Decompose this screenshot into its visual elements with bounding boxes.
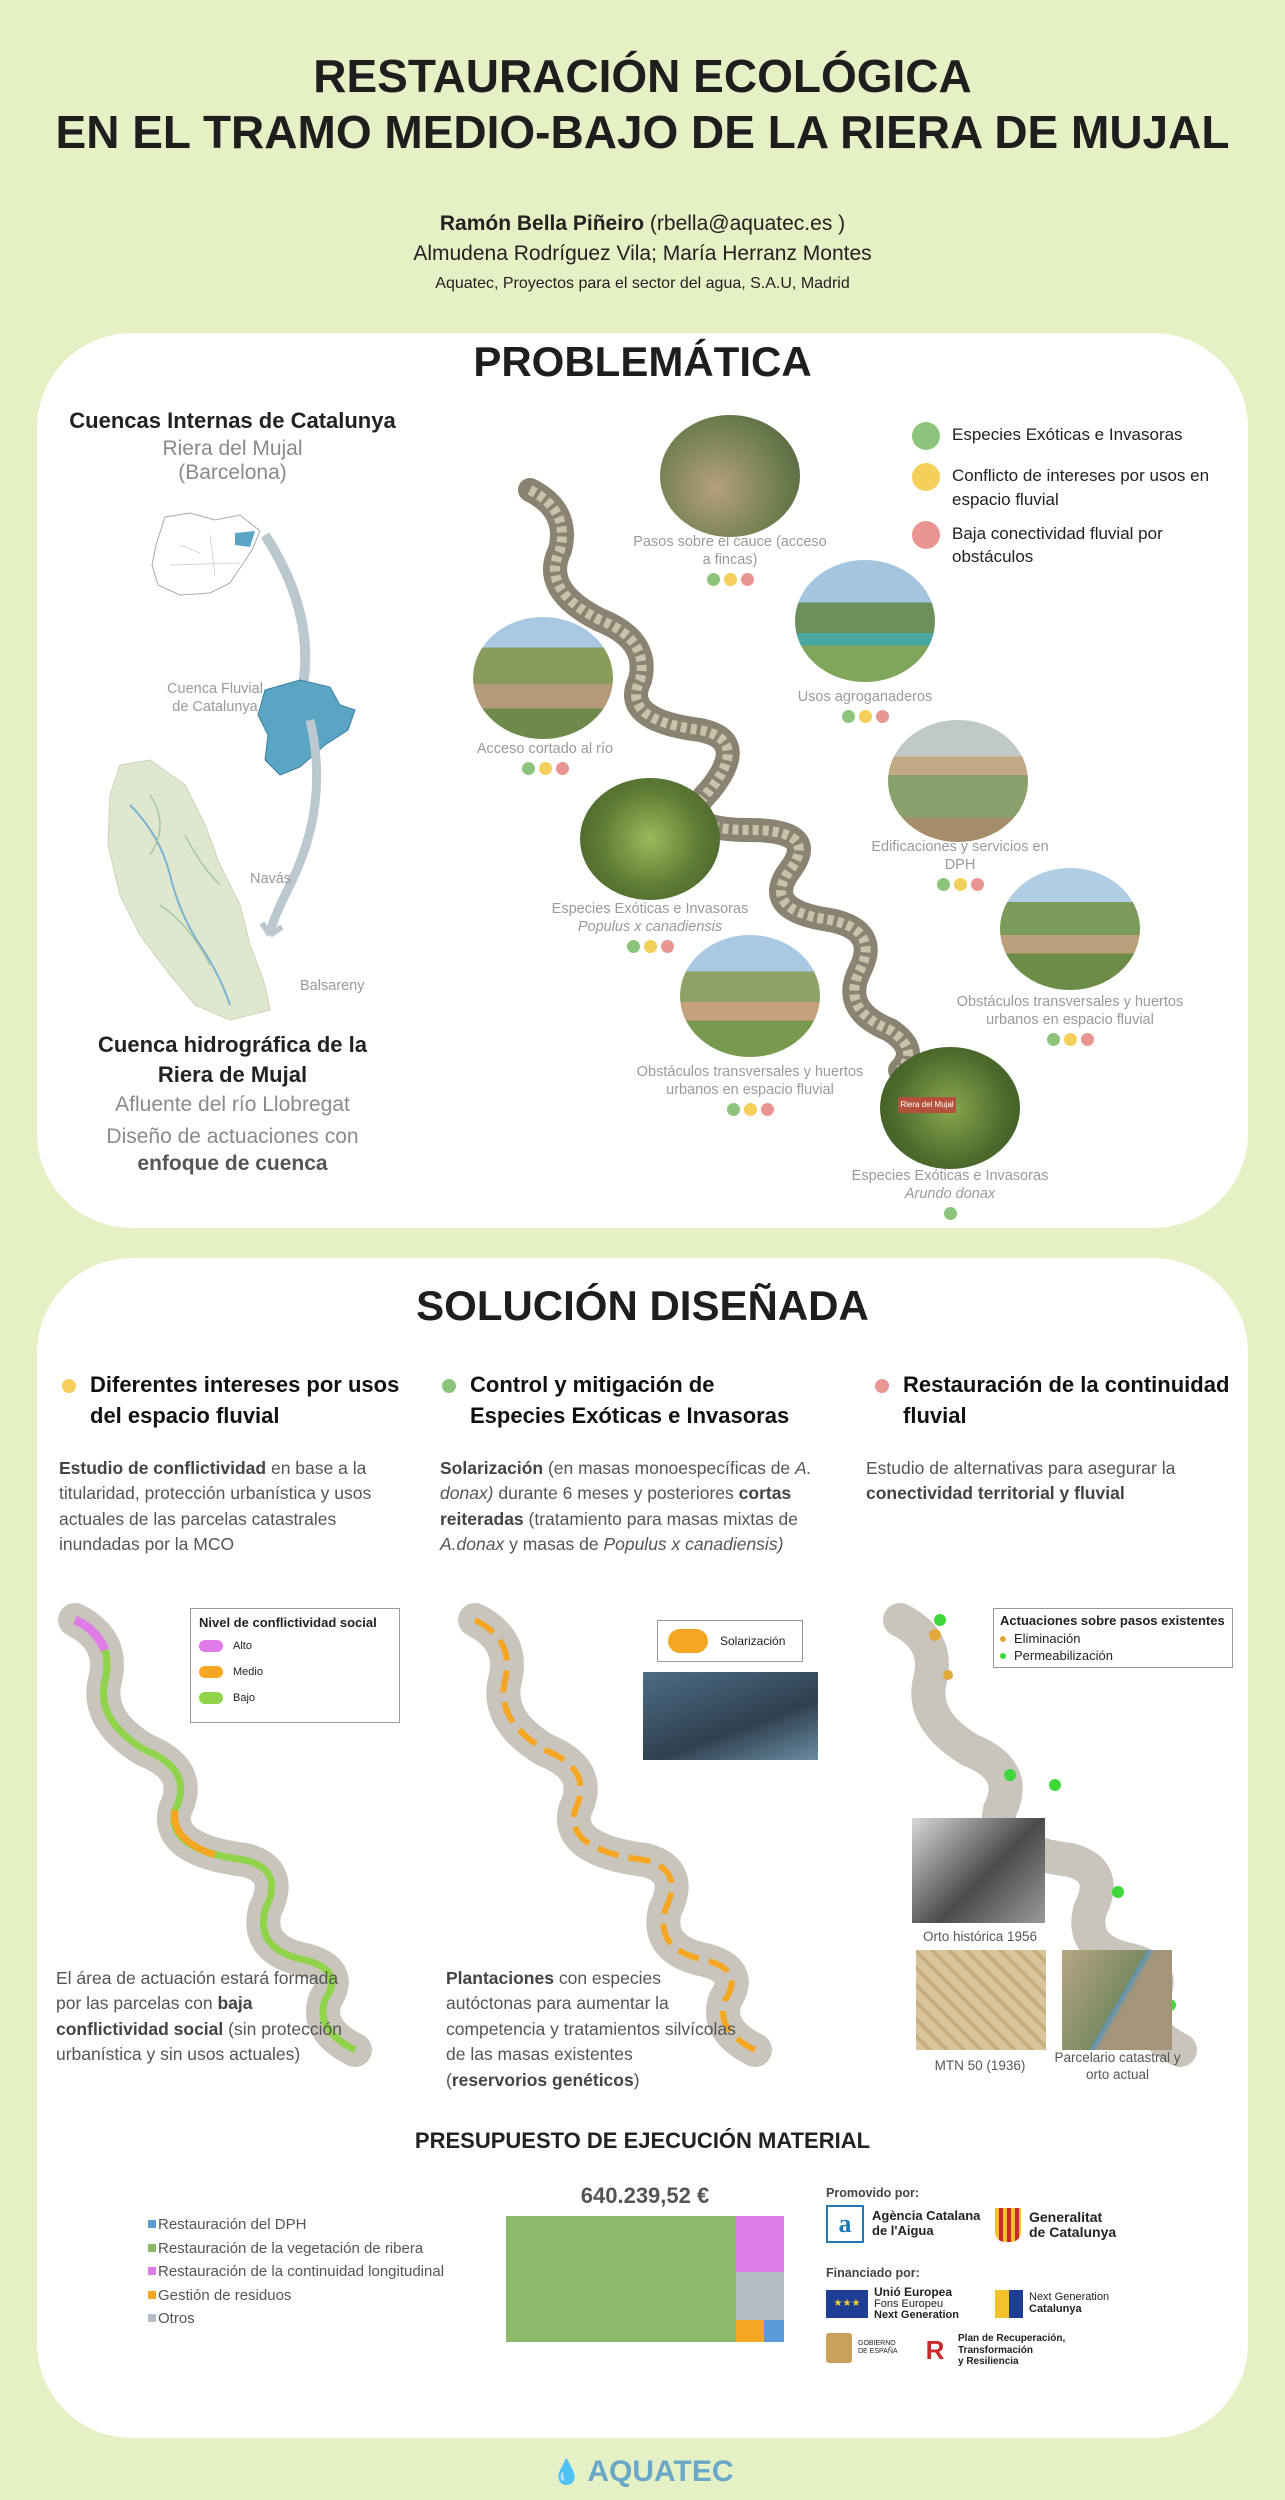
permeabilization-point [1112,1886,1124,1898]
aquatec-logo: AQUATEC [587,2455,734,2488]
col1-text: Estudio de conflictividad en base a la titularidad, protección urbanística y usos actuales de las parcelas catastrales inundadas por la MCO [59,1458,372,1555]
next-generation-catalunya-logo: Next Generation Catalunya [995,2290,1109,2318]
affiliation: Aquatec, Proyectos para el sector del agua, S.A.U, Madrid [435,275,850,292]
photo-buildings [888,720,1028,842]
legend-residuos: Gestión de residuos [148,2284,488,2308]
photo-obstacles-left-caption: Obstáculos transversales y huertos urbanos en espacio fluvial [630,1063,870,1116]
map-label-navas: Navás [250,871,292,887]
generalitat-logo: Generalitat de Catalunya [995,2208,1116,2242]
permeabilization-point [934,1614,946,1626]
photo-arundo [880,1047,1020,1169]
col3-header: Restauración de la continuidad fluvial [875,1370,1235,1432]
main-author: Ramón Bella Piñeiro [439,212,645,235]
photo-arundo-caption: Especies Exóticas e Invasoras Arundo donax [840,1167,1060,1220]
photo-populus [580,778,720,900]
photo-populus-caption: Especies Exóticas e Invasoras Populus x canadiensis [540,900,760,953]
col2-bottom-text: Plantaciones con especies autóctonas para aumentar la competencia y tratamientos silvícolas de las masas existentes (reservorios genéticos) [446,1968,736,2090]
treemap-continuidad [736,2216,784,2272]
permeabilization-point [1004,1769,1016,1781]
catalonia-map [258,680,355,775]
problem-legend [912,423,1222,579]
map-label-balsareny: Balsareny [300,978,365,994]
col2-dot [442,1379,456,1393]
elimination-point [943,1670,953,1680]
col1-map-legend: Nivel de conflictividad social Alto Medio Bajo [190,1608,400,1723]
legend-dph: Restauración del DPH [148,2213,488,2237]
mtn50-map [916,1950,1046,2050]
spain-map [152,513,260,595]
historic-ortho-photo [912,1818,1045,1923]
basin-sub1: Riera del Mujal [162,437,303,460]
photo-agro-caption: Usos agroganaderos [770,688,960,723]
promoted-by-label: Promovido por: [826,2186,920,2200]
caption-mtn50: MTN 50 (1936) [934,2058,1026,2073]
permeabilization-point [1049,1779,1061,1791]
hydro-block [70,1030,395,1176]
main-author-email: (rbella@aquatec.es ) [644,212,846,235]
photo-access-caption: Acceso cortado al río [450,740,640,775]
col3-text: Estudio de alternativas para asegurar la conectividad territorial y fluvial [866,1458,1176,1504]
elimination-point [929,1629,941,1641]
hydro-sub2: Diseño de actuaciones con [106,1124,359,1148]
footer-brand [0,2455,1285,2489]
treemap-otros [736,2272,784,2320]
mujal-basin-map [108,760,270,1020]
caption-orto-1956: Orto histórica 1956 [922,1929,1038,1944]
treemap-dph [764,2320,784,2342]
budget-heading: PRESUPUESTO DE EJECUCIÓN MATERIAL [414,2128,871,2153]
photo-crossing [660,415,800,537]
legend-continuidad: Restauración de la continuidad longitudinal [148,2260,488,2284]
hydro-sub3: enfoque de cuenca [137,1152,328,1176]
hydro-sub1: Afluente del río Llobregat [115,1093,350,1117]
photo-obstacles-left [680,935,820,1057]
cadastre-ortho-photo [1062,1950,1172,2050]
budget-legend [148,2213,488,2331]
basin-title: Cuencas Internas de Catalunya [69,408,396,433]
photo-obstacles-right-caption: Obstáculos transversales y huertos urbanos en espacio fluvial [945,993,1195,1046]
basin-block [50,408,415,485]
solution-heading: SOLUCIÓN DISEÑADA [416,1282,869,1329]
title-line-1: RESTAURACIÓN ECOLÓGICA [313,50,972,102]
treemap-vegetacion [506,2216,736,2342]
col3-map-legend: Actuaciones sobre pasos existentes Eliminación Permeabilización [993,1608,1233,1668]
map-label-cuenca: Cuenca Fluvial de Catalunya [167,681,263,716]
treemap-residuos [736,2320,764,2342]
gobierno-logo: GOBIERNO DE ESPAÑA [826,2333,898,2363]
caption-cadastre: Parcelario catastral y orto actual [1054,2050,1181,2082]
prtr-logo: R Plan de Recuperación, Transformación y Resiliencia [925,2333,1066,2367]
solarizacion-photo [643,1672,818,1760]
problem-heading: PROBLEMÁTICA [473,338,812,385]
photo-buildings-caption: Edificaciones y servicios en DPH [870,838,1050,891]
photo-obstacles-right [1000,868,1140,990]
hydro-title: Cuenca hidrográfica de la Riera de Mujal [98,1032,367,1087]
financed-by-label: Financiado por: [826,2266,920,2280]
poster-title [0,48,1285,160]
legend-exoticas: Especies Exóticas e Invasoras [912,423,1222,450]
riera-sign: Riera del Mujal [898,1097,956,1113]
authors-block [0,212,1285,293]
aca-logo: a Agència Catalana de l'Aigua [826,2205,980,2243]
photo-access [473,617,613,739]
col1-header: Diferentes intereses por usos del espacio fluvial [62,1370,407,1432]
legend-conectividad: Baja conectividad fluvial por obstáculos [912,522,1222,570]
water-drop-icon: 💧 [551,2458,582,2486]
col2-header: Control y mitigación de Especies Exóticas e Invasoras [442,1370,802,1432]
location-maps [90,505,390,1035]
legend-vegetacion: Restauración de la vegetación de ribera [148,2237,488,2261]
eu-logo: ★★★ Unió Europea Fons Europeu Next Generation [826,2286,959,2322]
col1-dot [62,1379,76,1393]
photo-crossing-caption: Pasos sobre el cauce (acceso a fincas) [630,533,830,586]
title-line-2: EN EL TRAMO MEDIO-BAJO DE LA RIERA DE MUJAL [55,106,1230,159]
budget-total: 640.239,52 € [580,2183,710,2208]
col2-text: Solarización (en masas monoespecíficas de A. donax) durante 6 meses y posteriores cortas reiteradas (tratamiento para masas mixtas de A.donax y masas de Populus x canadiensis) [440,1458,812,1555]
legend-conflicto: Conflicto de intereses por usos en espacio fluvial [912,464,1222,512]
col1-bottom-text: El área de actuación estará formada por las parcelas con baja conflictividad social (sin protección urbanística y sin usos actuales) [56,1968,342,2065]
budget-treemap [506,2216,784,2342]
col3-dot [875,1379,889,1393]
basin-sub2: (Barcelona) [178,461,287,484]
col2-map-legend: Solarización [657,1620,803,1662]
coauthors: Almudena Rodríguez Vila; María Herranz Montes [413,242,872,265]
legend-otros: Otros [148,2307,488,2331]
